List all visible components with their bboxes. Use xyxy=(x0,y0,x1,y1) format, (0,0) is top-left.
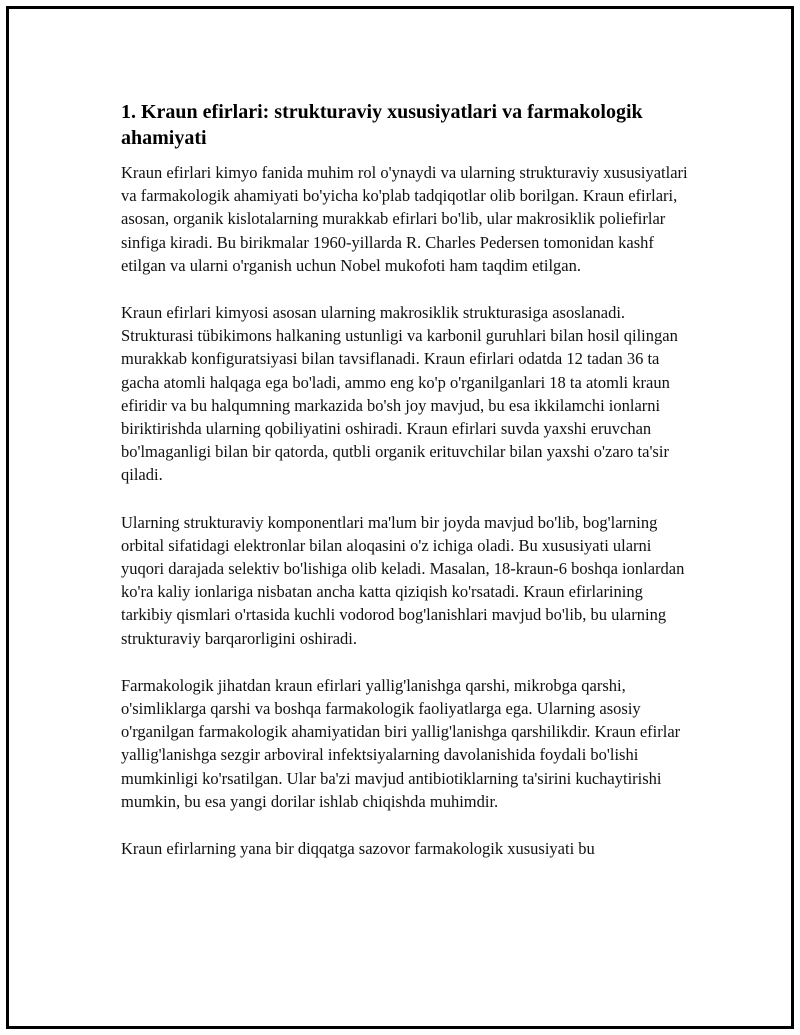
document-body xyxy=(121,99,693,884)
paragraph-4: Farmakologik jihatdan kraun efirlari yallig'lanishga qarshi, mikrobga qarshi, o'simliklarga qarshi va boshqa farmakologik faoliyatlarga ega. Ularning asosiy o'rganilgan farmakologik ahamiyatidan biri yallig'lanishga qarshilikdir. Kraun efirlar yallig'lanishga sezgir arboviral infektsiyalarning davolanishida foydali bo'lishi mumkinligi ko'rsatilgan. Ular ba'zi mavjud antibiotiklarning ta'sirini kuchaytirishi mumkin, bu esa yangi dorilar ishlab chiqishda muhimdir. xyxy=(121,675,681,811)
paragraph-2: Kraun efirlari kimyosi asosan ularning makrosiklik strukturasiga asoslanadi. Strukturasi tübikimons halkaning ustunligi va karbonil guruhlari bilan hosil qilingan murakkab konfiguratsiyasi bilan tavsiflanadi. Kraun efirlari odatda 12 tadan 36 ta gacha atomli halqaga ega bo'ladi, ammo eng ko'p o'rganilganlari 18 ta atomli kraun efiridir va bu halqumning markazida bo'sh joy mavjud, bu esa ikkilamchi ionlarni biriktirishda ularning qobiliyatini oshiradi. Kraun efirlari suvda yaxshi eruvchan bo'lmaganligi bilan bir qatorda, qutbli organik erituvchilar bilan yaxshi o'zaro ta'sir qiladi. xyxy=(121,303,678,485)
paragraph-3: Ularning strukturaviy komponentlari ma'lum bir joyda mavjud bo'lib, bog'larning orbital sifatidagi elektronlar bilan aloqasini o'z ichiga oladi. Bu xususiyati ularni yuqori darajada selektiv bo'lishiga olib keladi. Masalan, 18-kraun-6 boshqa ionlardan ko'ra kaliy ionlariga nisbatan ancha katta qiziqish ko'rsatadi. Kraun efirlarining tarkibiy qismlari o'rtasida kuchli vodorod bog'lanishlari mavjud bo'lib, bu ularning strukturaviy barqarorligini oshiradi. xyxy=(121,512,685,648)
paragraph-5: Kraun efirlarning yana bir diqqatga sazovor farmakologik xususiyati bu xyxy=(121,839,595,859)
section-title: 1. Kraun efirlari: strukturaviy xususiyatlari va farmakologik ahamiyati xyxy=(121,101,643,149)
page-frame xyxy=(6,6,794,1029)
paragraph-1: Kraun efirlari kimyo fanida muhim rol o'ynaydi va ularning strukturaviy xususiyatlari va farmakologik ahamiyati bo'yicha ko'plab tadqiqotlar olib borilgan. Kraun efirlari, asosan, organik kislotalarning murakkab efirlari bo'lib, ular makrosiklik poliefirlar sinfiga kiradi. Bu birikmalar 1960-yillarda R. Charles Pedersen tomonidan kashf etilgan va ularni o'rganish uchun Nobel mukofoti ham taqdim etilgan. xyxy=(121,163,688,275)
